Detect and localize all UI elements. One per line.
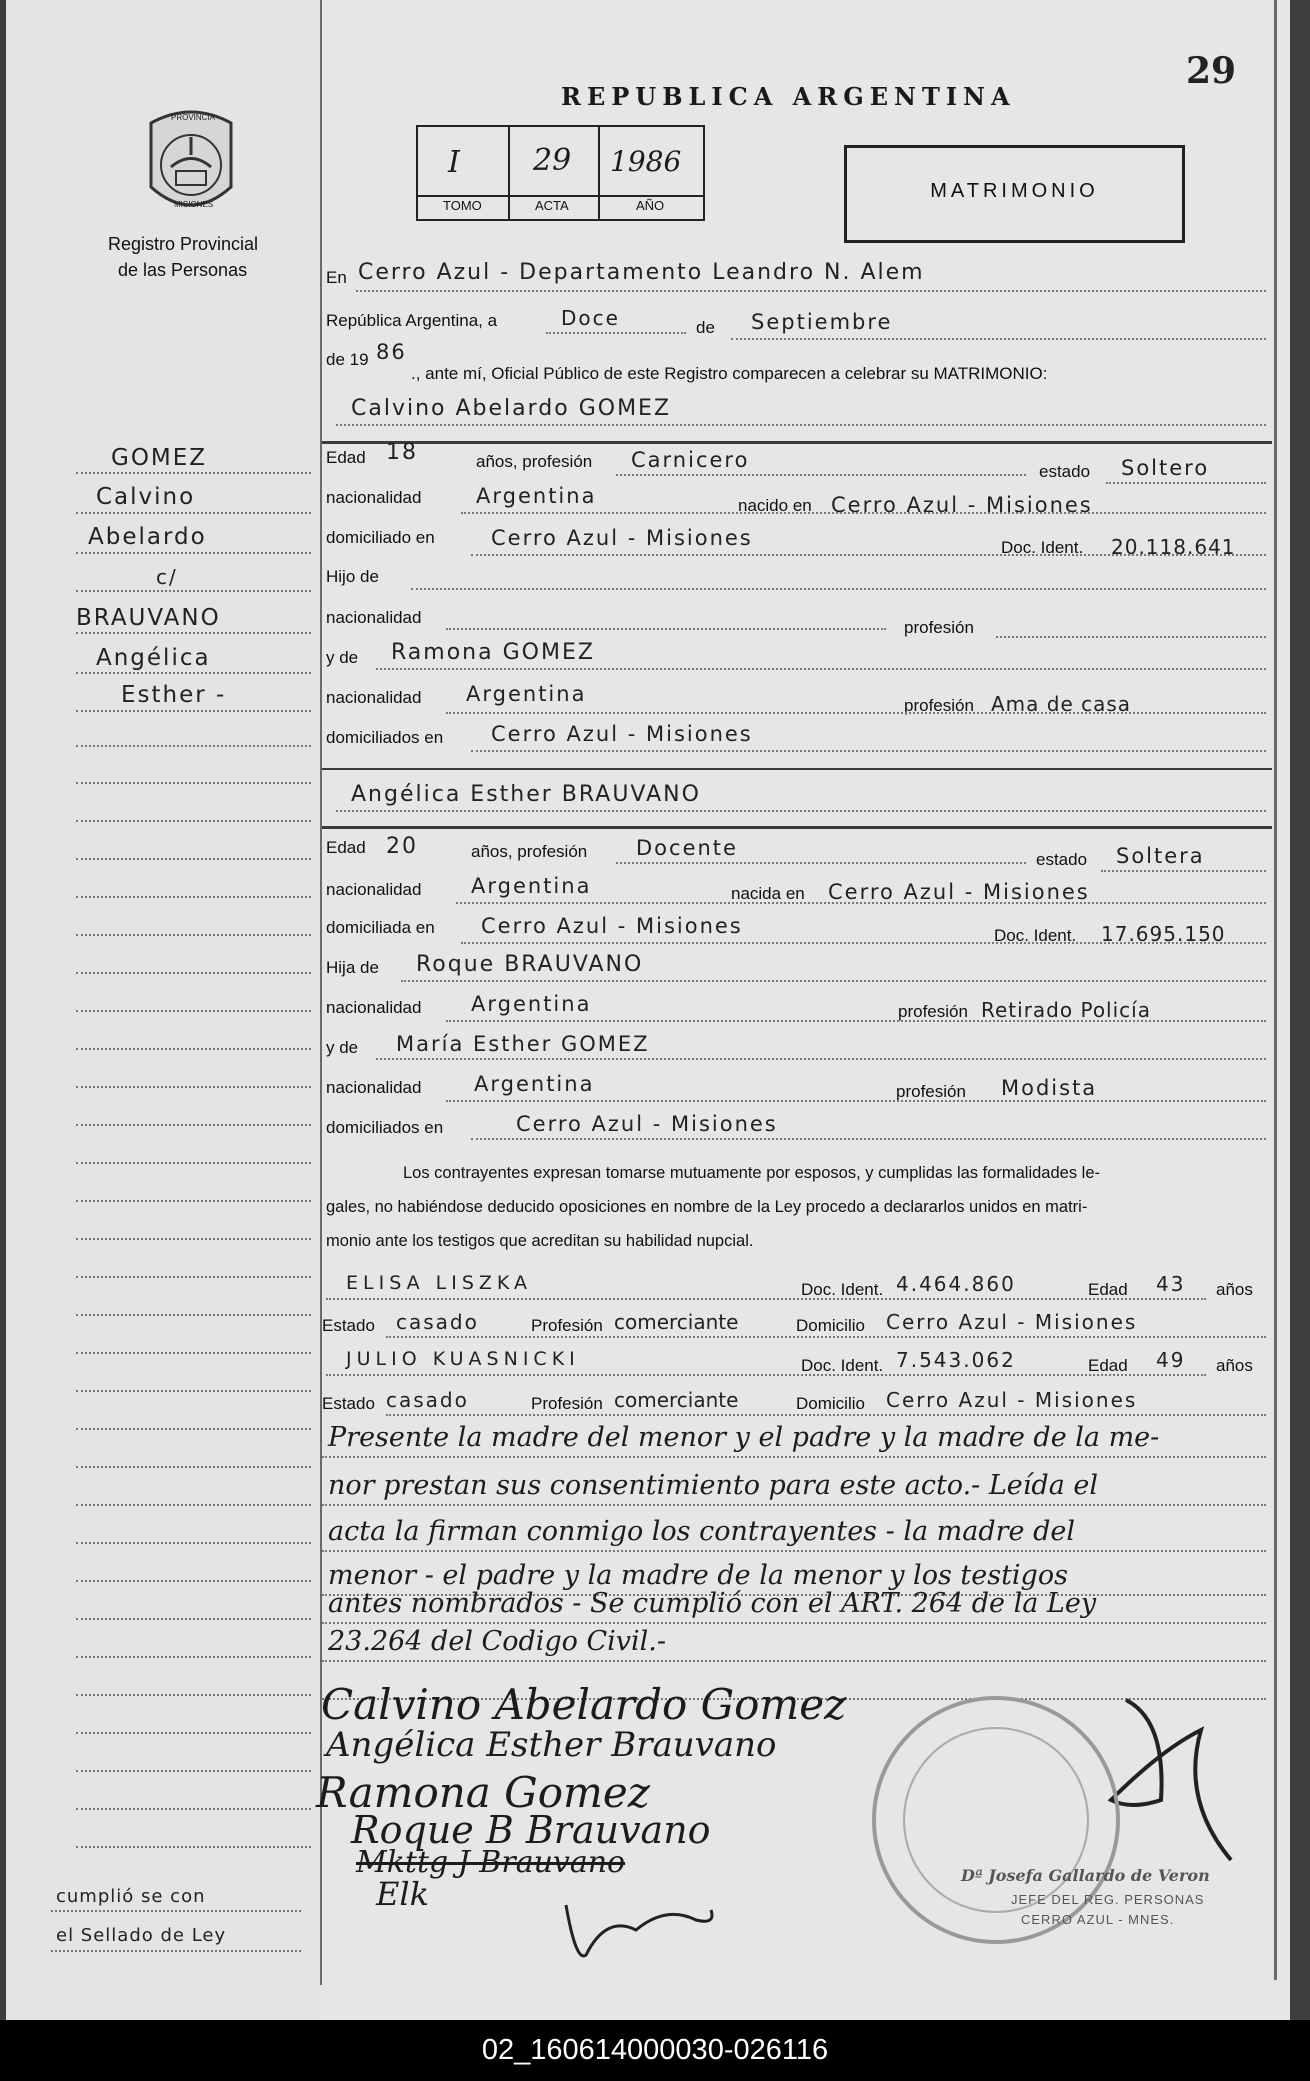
intro-statement: ., ante mí, Oficial Público de este Registro comparecen a celebrar su MATRIMONIO: — [411, 364, 1048, 383]
margin-note-1: cumplió se con — [56, 1886, 206, 1907]
right-border — [1274, 0, 1277, 1980]
seal-top-text: PROVINCIA — [171, 113, 216, 122]
signature-groom-mother: Ramona Gomez — [316, 1768, 650, 1817]
groom-mother: Ramona GOMEZ — [391, 640, 595, 665]
witness-1-domicile-label: Domicilio — [796, 1316, 865, 1335]
groom-mother-occupation: Ama de casa — [991, 692, 1132, 716]
statement-line-3: monio ante los testigos que acreditan su habilidad nupcial. — [326, 1232, 754, 1250]
ano-value: 1986 — [610, 145, 682, 178]
witness-1-status: casado — [396, 1310, 479, 1334]
bride-mother-profession-label: profesión — [896, 1082, 966, 1101]
witness-1-profession-label: Profesión — [531, 1316, 603, 1335]
witness-2-status: casado — [386, 1388, 469, 1412]
bride-yde-label: y de — [326, 1038, 359, 1057]
margin-bride-given-1: Angélica — [96, 645, 211, 671]
groom-yde-label: y de — [326, 648, 359, 667]
groom-birthplace: Cerro Azul - Misiones — [831, 493, 1093, 517]
groom-nationality: Argentina — [476, 484, 597, 508]
signature-bride-father: Roque B Brauvano — [351, 1808, 711, 1852]
province-seal — [136, 105, 246, 223]
tomo-label: TOMO — [443, 198, 482, 213]
record-type: MATRIMONIO — [930, 180, 1099, 202]
bride-born-label: nacida en — [731, 884, 805, 903]
acta-label: ACTA — [535, 198, 569, 213]
margin-bride-given-2: Esther - — [121, 682, 227, 708]
bride-father: Roque BRAUVANO — [416, 952, 644, 977]
groom-occupation: Carnicero — [631, 448, 750, 472]
groom-estado-label: estado — [1039, 462, 1091, 481]
signature-groom: Calvino Abelardo Gomez — [321, 1680, 847, 1729]
bride-residence: Cerro Azul - Misiones — [481, 914, 743, 938]
year-suffix: 86 — [376, 340, 407, 364]
bride-parents-residence: Cerro Azul - Misiones — [516, 1112, 778, 1136]
note-line-3: acta la firman conmigo los contrayentes - la madre del — [328, 1516, 1075, 1547]
bride-father-nationality: Argentina — [471, 992, 592, 1016]
de-label: de — [696, 318, 715, 337]
bride-father-nationality-label: nacionalidad — [326, 998, 422, 1017]
signature-bride: Angélica Esther Brauvano — [326, 1725, 777, 1765]
witness-1-anos-label: años — [1216, 1280, 1253, 1299]
witness-1-doc-label: Doc. Ident. — [801, 1280, 884, 1299]
note-line-5: antes nombrados - Se cumplió con el ART. 264 de la Ley — [328, 1588, 1097, 1619]
signature-witness-1: Elk — [376, 1875, 429, 1913]
groom-status: Soltero — [1121, 456, 1210, 480]
groom-hijo-label: Hijo de — [326, 567, 379, 586]
margin-given-1: Calvino — [96, 484, 196, 510]
page-number: 29 — [1186, 50, 1237, 92]
witness-2-age: 49 — [1156, 1348, 1186, 1372]
official-stamp — [866, 1690, 1126, 1950]
signature-witness-2 — [546, 1885, 726, 1965]
groom-father-profession-label: profesión — [904, 618, 974, 637]
bride-hija-label: Hija de — [326, 958, 379, 977]
groom-parents-residence-label: domiciliados en — [326, 728, 444, 747]
note-line-6: 23.264 del Codigo Civil.- — [328, 1626, 667, 1657]
witness-1-estado-label: Estado — [322, 1316, 375, 1335]
stamp-town: CERRO AZUL - MNES. — [1021, 1912, 1175, 1927]
witness-1-occupation: comerciante — [614, 1310, 739, 1334]
place: Cerro Azul - Departamento Leandro N. Alem — [358, 260, 925, 285]
bride-residence-label: domiciliada en — [326, 918, 435, 937]
witness-2-name: JULIO KUASNICKI — [346, 1348, 580, 1370]
groom-mother-nationality-label: nacionalidad — [326, 688, 422, 707]
witness-2-anos-label: años — [1216, 1356, 1253, 1375]
bride-birthplace: Cerro Azul - Misiones — [828, 880, 1090, 904]
witness-2-estado-label: Estado — [322, 1394, 375, 1413]
witness-2-profession-label: Profesión — [531, 1394, 603, 1413]
witness-1-edad-label: Edad — [1088, 1280, 1128, 1299]
groom-residence: Cerro Azul - Misiones — [491, 526, 753, 550]
groom-age: 18 — [386, 440, 418, 465]
acta-value: 29 — [533, 143, 572, 178]
bride-status: Soltera — [1116, 844, 1205, 868]
groom-mother-nationality: Argentina — [466, 682, 587, 706]
margin-conjunction: c/ — [156, 565, 178, 589]
groom-edad-label: Edad — [326, 448, 366, 467]
bride-mother-nationality: Argentina — [474, 1072, 595, 1096]
seal-bottom-text: MISIONES — [174, 200, 214, 209]
witness-2-doc: 7.543.062 — [896, 1348, 1016, 1372]
year-prefix: de 19 — [326, 350, 369, 369]
groom-father-nationality-label: nacionalidad — [326, 608, 422, 627]
bride-doc: 17.695.150 — [1101, 922, 1226, 946]
note-line-2: nor prestan sus consentimiento para este acto.- Leída el — [328, 1470, 1099, 1501]
bride-nationality-label: nacionalidad — [326, 880, 422, 899]
groom-mother-profession-label: profesión — [904, 696, 974, 715]
office-name-line2: de las Personas — [118, 260, 248, 280]
record-index-box — [416, 125, 705, 221]
groom-parents-residence: Cerro Azul - Misiones — [491, 722, 753, 746]
stamp-officer: Dª Josefa Gallardo de Veron — [961, 1866, 1210, 1885]
groom-born-label: nacido en — [738, 496, 812, 515]
witness-2-edad-label: Edad — [1088, 1356, 1128, 1375]
record-type-box — [844, 145, 1185, 243]
bride-nationality: Argentina — [471, 874, 592, 898]
groom-anos-profesion-label: años, profesión — [476, 452, 593, 471]
witness-2-residence: Cerro Azul - Misiones — [886, 1388, 1138, 1412]
margin-given-2: Abelardo — [88, 524, 207, 550]
witness-1-age: 43 — [1156, 1272, 1186, 1296]
witness-2-doc-label: Doc. Ident. — [801, 1356, 884, 1375]
stamp-title: JEFE DEL REG. PERSONAS — [1011, 1892, 1205, 1907]
witness-1-residence: Cerro Azul - Misiones — [886, 1310, 1138, 1334]
statement-line-2: gales, no habiéndose deducido oposiciones en nombre de la Ley procedo a declararlos unidos en matri- — [326, 1198, 1088, 1216]
bride-father-occupation: Retirado Policía — [981, 998, 1151, 1022]
bride-doc-label: Doc. Ident. — [994, 926, 1077, 945]
groom-name: Calvino Abelardo GOMEZ — [351, 396, 672, 421]
scan-reference: 02_160614000030-026116 — [0, 2020, 1310, 2081]
groom-nationality-label: nacionalidad — [326, 488, 422, 507]
en-label: En — [326, 268, 347, 287]
groom-residence-label: domiciliado en — [326, 528, 435, 547]
margin-bride-surname: BRAUVANO — [76, 605, 221, 631]
bride-age: 20 — [386, 834, 418, 859]
day: Doce — [561, 306, 620, 330]
office-name-line1: Registro Provincial — [108, 234, 259, 254]
bride-mother-nationality-label: nacionalidad — [326, 1078, 422, 1097]
signature-bride-mother: Mkttg J Brauvano — [356, 1845, 626, 1880]
statement-line-1: Los contrayentes expresan tomarse mutuamente por esposos, y cumplidas las formalidades le- — [403, 1164, 1101, 1182]
bride-mother: María Esther GOMEZ — [396, 1032, 650, 1056]
bride-occupation: Docente — [636, 836, 738, 860]
groom-doc-label: Doc. Ident. — [1001, 538, 1084, 557]
margin-surname: GOMEZ — [111, 445, 208, 471]
bride-estado-label: estado — [1036, 850, 1088, 869]
bride-mother-occupation: Modista — [1001, 1076, 1098, 1100]
republica-label: República Argentina, a — [326, 311, 498, 330]
tomo-value: I — [448, 145, 460, 180]
bride-name: Angélica Esther BRAUVANO — [351, 782, 701, 807]
note-line-1: Presente la madre del menor y el padre y la madre de la me- — [328, 1422, 1160, 1453]
margin-note-2: el Sellado de Ley — [56, 1925, 227, 1946]
groom-doc: 20.118.641 — [1111, 535, 1236, 559]
note-line-4: menor - el padre y la madre de la menor y los testigos — [328, 1560, 1068, 1591]
witness-2-occupation: comerciante — [614, 1388, 739, 1412]
bride-edad-label: Edad — [326, 838, 366, 857]
month: Septiembre — [751, 310, 893, 334]
bride-father-profession-label: profesión — [898, 1002, 968, 1021]
witness-1-name: ELISA LISZKA — [346, 1272, 533, 1294]
bride-anos-profesion-label: años, profesión — [471, 842, 588, 861]
ano-label: AÑO — [636, 198, 665, 213]
country-heading: REPUBLICA ARGENTINA — [561, 82, 1016, 111]
bride-parents-residence-label: domiciliados en — [326, 1118, 444, 1137]
witness-2-domicile-label: Domicilio — [796, 1394, 865, 1413]
witness-1-doc: 4.464.860 — [896, 1272, 1016, 1296]
certificate-page — [6, 0, 1290, 2020]
